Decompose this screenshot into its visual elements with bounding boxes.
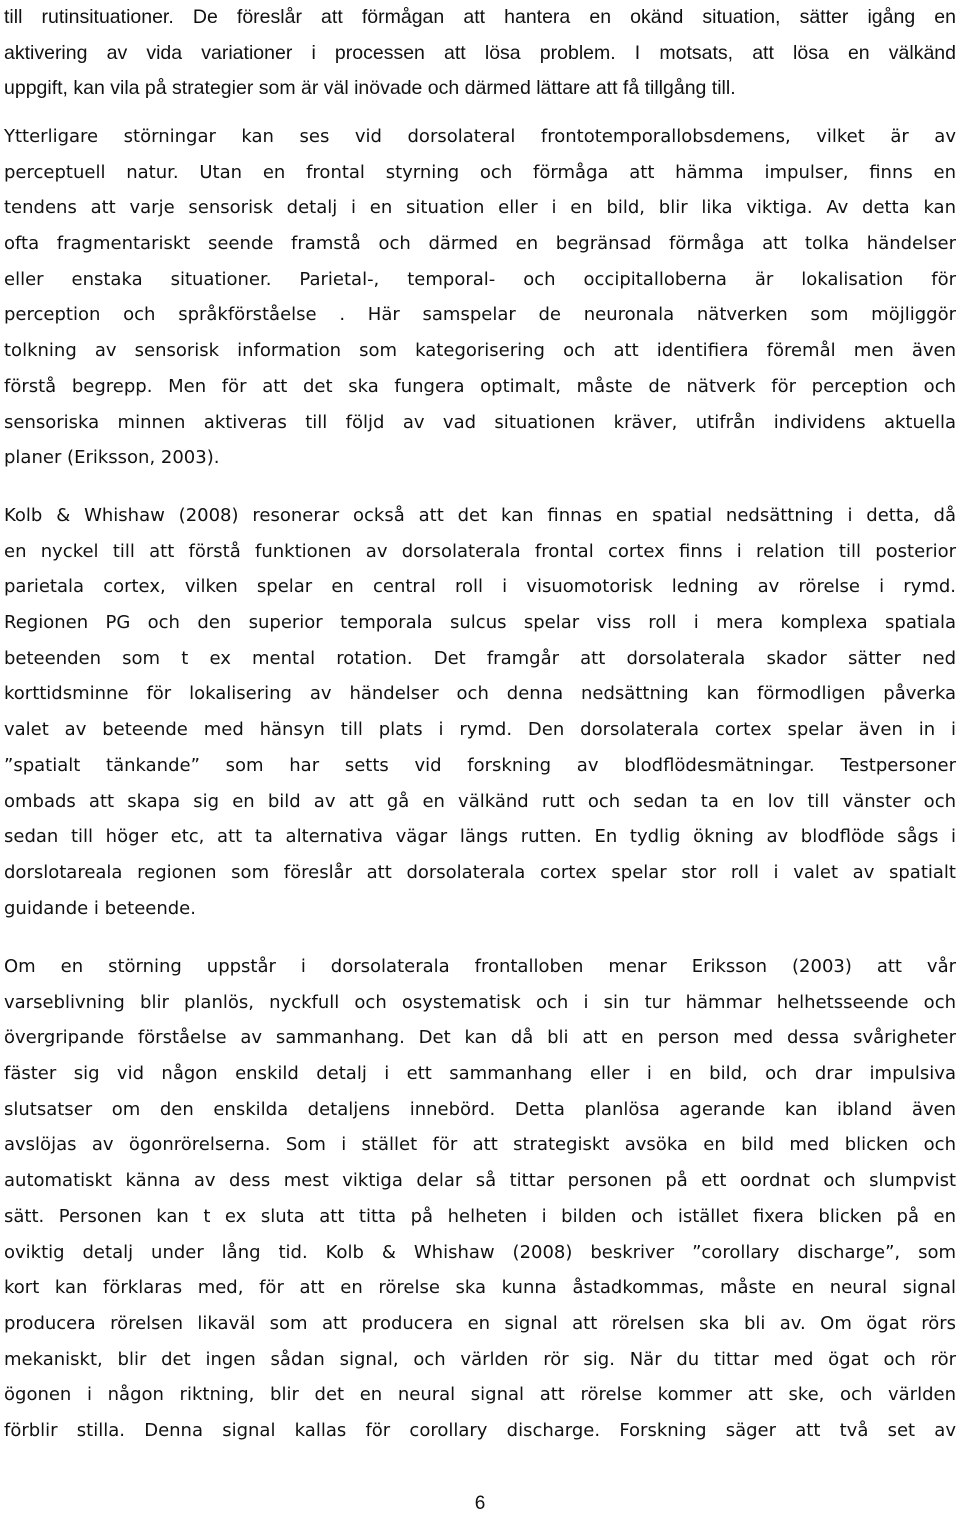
text-line: sätt. Personen kan t ex sluta att titta på helheten i bilden och istället fixera blicken på en [4,1205,956,1227]
paragraph-intro-continuation [4,0,956,107]
text-line: avslöjas av ögonrörelserna. Som i stället för att strategiskt avsöka en bild med blicken och [4,1134,956,1156]
text-line: oviktig detalj under lång tid. Kolb & Whishaw (2008) beskriver ”corollary discharge”, som [4,1241,956,1263]
text-line: förblir stilla. Denna signal kallas för corollary discharge. Forskning säger att två set av [4,1419,956,1441]
text-line: Ytterligare störningar kan ses vid dorsolateral frontotemporallobsdemens, vilket är av [4,126,956,147]
text-line: perceptuell natur. Utan en frontal styrning och förmåga att hämma impulser, finns en [4,161,956,183]
text-line: Regionen PG och den superior temporala sulcus spelar viss roll i mera komplexa spatiala [4,612,956,634]
text-line: sedan till höger etc, att ta alternativa vägar längs rutten. En tydlig ökning av blodflöde sågs i [4,826,956,848]
text-line: aktivering av vida variationer i processen att lösa problem. I motsats, att lösa en välkänd [4,41,956,64]
text-line: övergripande förståelse av sammanhang. Det kan då bli att en person med dessa svårigheter [4,1027,956,1049]
text-line: ”spatialt tänkande” som har setts vid forskning av blodflödesmätningar. Testpersoner [4,754,956,776]
text-line: beteenden som t ex mental rotation. Det framgår att dorsolaterala skador sätter ned [4,647,956,669]
text-line: planer (Eriksson, 2003). [4,447,220,469]
text-line: guidande i beteende. [4,897,196,919]
paragraph-dorsolateral-disturbance [4,949,956,1449]
text-line: en nyckel till att förstå funktionen av dorsolaterala frontal cortex finns i relation till posterior [4,540,956,562]
text-line: korttidsminne för lokalisering av händelser och denna nedsättning kan förmodligen påverka [4,683,956,705]
text-line: Kolb & Whishaw (2008) resonerar också att det kan finnas en spatial nedsättning i detta, då [4,505,956,526]
page-number: 6 [474,1493,486,1514]
paragraph-spatial-impairment [4,498,956,926]
text-line: slutsatser om den enskilda detaljens innebörd. Detta planlösa agerande kan ibland även [4,1098,956,1120]
text-line: mekaniskt, blir det ingen sådan signal, och världen rör sig. När du tittar med ögat och rör [4,1348,956,1370]
text-line: ögonen i någon riktning, blir det en neural signal att rörelse kommer att ske, och världen [4,1384,956,1406]
text-line: kort kan förklaras med, för att en rörelse ska kunna åstadkommas, måste en neural signal [4,1277,956,1299]
text-line: ombads att skapa sig en bild av att gå en välkänd rutt och sedan ta en lov till vänster och [4,790,956,812]
text-line: dorslotareala regionen som föreslår att dorsolaterala cortex spelar stor roll i valet av spatialt [4,861,956,883]
text-line: ofta fragmentariskt seende framstå och därmed en begränsad förmåga att tolka händelser [4,233,956,255]
text-line: förstå begrepp. Men för att det ska fungera optimalt, måste de nätverk för perception och [4,375,956,397]
text-line: fäster sig vid någon enskild detalj i ett sammanhang eller i en bild, och drar impulsiva [4,1063,956,1085]
text-line: uppgift, kan vila på strategier som är väl inövade och därmed lättare att få tillgång till. [4,77,736,100]
text-line: sensoriska minnen aktiveras till följd av vad situationen kräver, utifrån individens aktuella [4,411,956,433]
text-line: tendens att varje sensorisk detalj i en situation eller i en bild, blir lika viktiga. Av detta kan [4,197,956,219]
text-line: till rutinsituationer. De föreslår att förmågan att hantera en okänd situation, sätter igång en [4,6,956,28]
text-line: producera rörelsen likaväl som att producera en signal att rörelsen ska bli av. Om ögat rörs [4,1312,956,1334]
text-line: eller enstaka situationer. Parietal-, temporal- och occipitalloberna är lokalisation för [4,268,956,290]
text-line: varseblivning blir planlös, nyckfull och osystematisk och i sin tur hämmar helhetsseende och [4,991,956,1013]
text-line: valet av beteende med hänsyn till plats i rymd. Den dorsolaterala cortex spelar även in i [4,719,956,741]
text-line: Om en störning uppstår i dorsolaterala frontalloben menar Eriksson (2003) att vår [4,956,956,977]
text-line: automatiskt känna av dess mest viktiga delar så tittar personen på ett oordnat och slumpvist [4,1170,956,1192]
paragraph-perceptual-disturbances [4,119,956,476]
text-line: perception och språkförståelse . Här samspelar de neuronala nätverken som möjliggör [4,304,956,326]
text-line: tolkning av sensorisk information som kategorisering och att identifiera föremål men även [4,340,956,362]
text-line: parietala cortex, vilken spelar en central roll i visuomotorisk ledning av rörelse i rymd. [4,576,956,598]
